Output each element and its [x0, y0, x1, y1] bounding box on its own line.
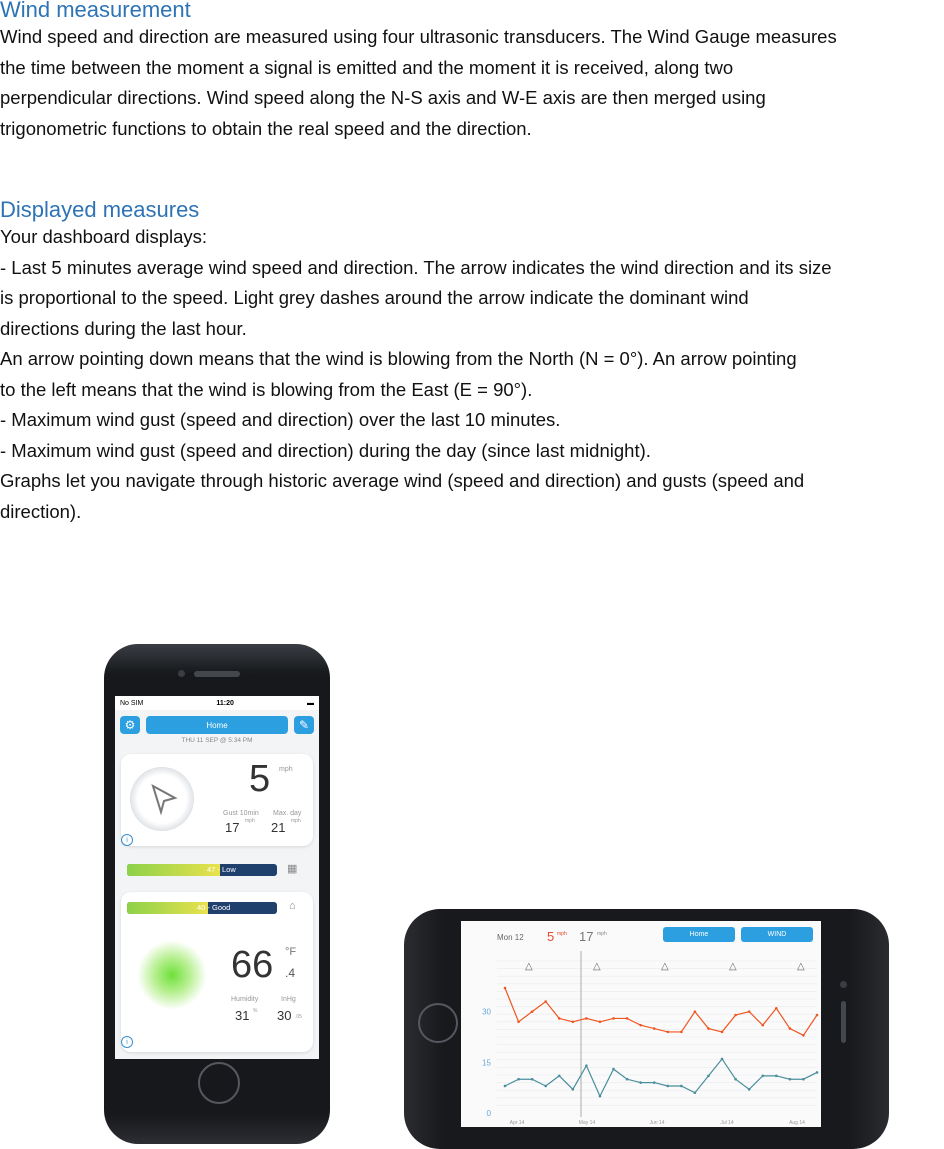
x-tick-label: May 14 [578, 1120, 596, 1126]
indoor-card [121, 892, 313, 1052]
data-point-average [626, 1078, 629, 1081]
data-point-gusts [802, 1034, 805, 1037]
data-point-average [816, 1071, 819, 1074]
gust-label: Gust 10min [223, 810, 259, 817]
data-point-gusts [558, 1017, 561, 1020]
data-point-gusts [721, 1031, 724, 1034]
pressure-value: 30 [277, 1008, 292, 1023]
data-point-average [585, 1064, 588, 1067]
phone-home-button [418, 1003, 458, 1043]
home-button-label: Home [146, 716, 288, 734]
x-tick-label: Apr 14 [509, 1120, 525, 1126]
data-point-average [734, 1078, 737, 1081]
text-line: - Maximum wind gust (speed and direction) over the last 10 minutes. [0, 409, 561, 430]
heading-displayed-measures: Displayed measures [0, 197, 200, 222]
data-point-average [680, 1085, 683, 1088]
home-tab-button: Home [663, 927, 735, 942]
data-point-average [775, 1075, 778, 1078]
text-line: directions during the last hour. [0, 317, 247, 339]
y-tick-label: 0 [486, 1109, 491, 1118]
wind-dial [131, 768, 193, 830]
indoor-air-quality-bar [127, 902, 277, 914]
settings-gear-icon: ⚙ [120, 716, 140, 734]
x-tick-label: Jul 14 [720, 1120, 734, 1126]
maxday-label: Max. day [273, 810, 302, 817]
maxday-unit: mph [291, 818, 301, 824]
data-point-gusts [694, 1010, 697, 1013]
graph-gust-value: 17 [579, 929, 594, 944]
text-line: the time between the moment a signal is emitted and the moment it is received, along two [0, 56, 734, 78]
app-topbar [115, 710, 319, 736]
speaker-grille [841, 1001, 846, 1043]
wind-speed-unit: mph [279, 766, 293, 773]
outdoor-air-quality-label: 47 - Low [207, 865, 236, 874]
data-point-gusts [653, 1027, 656, 1030]
data-point-average [761, 1075, 764, 1078]
date-label: THU 11 SEP @ 5:34 PM [181, 737, 253, 744]
humidity-unit: % [253, 1008, 258, 1014]
camera-icon [178, 670, 185, 677]
speaker-grille [194, 671, 240, 677]
home-icon: ⌂ [289, 900, 296, 912]
data-point-gusts [789, 1027, 792, 1030]
direction-arrow-icon: △ [797, 961, 805, 972]
series-line-gusts [505, 988, 817, 1035]
indoor-air-quality-fill [127, 902, 208, 914]
gust-unit: mph [245, 818, 255, 824]
data-point-average [504, 1085, 507, 1088]
phone-landscape-image [404, 909, 889, 1149]
info-icon: i [121, 834, 133, 846]
data-point-gusts [639, 1024, 642, 1027]
data-point-gusts [531, 1010, 534, 1013]
text-line: Your dashboard displays: [0, 226, 208, 247]
x-tick-label: Jun 14 [649, 1120, 665, 1126]
data-point-average [544, 1085, 547, 1088]
data-point-average [612, 1068, 615, 1071]
outdoor-air-quality-bar [127, 864, 277, 876]
dashboard-screen [115, 696, 319, 1059]
building-icon: ▦ [287, 863, 298, 875]
data-point-average [639, 1081, 642, 1084]
x-tick-label: Aug 14 [789, 1120, 805, 1126]
phone-portrait-image [104, 644, 330, 1144]
text-line: trigonometric functions to obtain the real speed and the direction. [0, 117, 532, 139]
data-point-average [531, 1078, 534, 1081]
gust-value: 17 [225, 820, 240, 835]
data-point-average [721, 1058, 724, 1061]
text-line: to the left means that the wind is blowing from the East (E = 90°). [0, 378, 533, 400]
data-point-average [572, 1088, 575, 1091]
wind-arrow-icon [131, 768, 193, 830]
status-time: 11:20 [216, 699, 234, 707]
data-point-average [599, 1095, 602, 1098]
graph-avg-unit: mph [557, 931, 567, 937]
data-point-gusts [544, 1000, 547, 1003]
data-point-average [694, 1091, 697, 1094]
data-point-gusts [599, 1021, 602, 1024]
data-point-average [707, 1075, 710, 1078]
data-point-gusts [748, 1010, 751, 1013]
data-point-gusts [585, 1017, 588, 1020]
paragraph-wind-measurement [0, 22, 944, 144]
data-point-average [748, 1088, 751, 1091]
data-point-average [558, 1075, 561, 1078]
data-point-gusts [707, 1027, 710, 1030]
wind-graph-screen [461, 921, 821, 1127]
wind-card [121, 754, 313, 846]
camera-icon [840, 981, 847, 988]
temperature-value: 66 [231, 944, 274, 986]
wind-speed-value: 5 [249, 758, 271, 800]
phone-home-button [198, 1062, 240, 1104]
graph-gust-unit: mph [597, 931, 607, 937]
info-icon: i [121, 1036, 133, 1048]
maxday-value: 21 [271, 820, 286, 835]
data-point-average [789, 1078, 792, 1081]
y-tick-label: 15 [482, 1058, 491, 1068]
y-tick-label: 30 [482, 1007, 491, 1017]
data-point-gusts [666, 1031, 669, 1034]
text-line: is proportional to the speed. Light grey dashes around the arrow indicate the dominant wind [0, 287, 749, 308]
humidity-value: 31 [235, 1008, 250, 1023]
pressure-decimal: .05 [295, 1014, 302, 1020]
section-displayed-measures [0, 198, 944, 527]
direction-arrow-icon: △ [661, 961, 669, 972]
data-point-gusts [734, 1014, 737, 1017]
data-point-gusts [775, 1007, 778, 1010]
edit-icon: ✎ [294, 716, 314, 734]
status-bar [115, 696, 319, 710]
data-point-average [653, 1081, 656, 1084]
temperature-unit: °F [285, 946, 297, 958]
text-line: - Last 5 minutes average wind speed and direction. The arrow indicates the wind direction and its size [0, 256, 832, 278]
data-point-gusts [626, 1017, 629, 1020]
text-line: - Maximum wind gust (speed and direction) during the day (since last midnight). [0, 439, 651, 461]
pressure-label: InHg [281, 996, 296, 1003]
temperature-decimal: .4 [285, 966, 296, 980]
heading-wind-measurement: Wind measurement [0, 0, 191, 22]
section-wind-measurement [0, 0, 944, 144]
text-line: Graphs let you navigate through historic average wind (speed and direction) and gusts (speed and [0, 470, 805, 491]
data-point-gusts [816, 1014, 819, 1017]
battery-icon: ▬ [307, 699, 314, 707]
data-point-gusts [612, 1017, 615, 1020]
graph-avg-value: 5 [547, 929, 555, 944]
data-point-average [666, 1085, 669, 1088]
direction-arrow-icon: △ [729, 961, 737, 972]
data-point-average [802, 1078, 805, 1081]
indoor-air-quality-label: 40 - Good [197, 903, 231, 912]
series-line-average [505, 1059, 817, 1096]
data-point-gusts [761, 1024, 764, 1027]
data-point-gusts [504, 987, 507, 990]
data-point-gusts [517, 1021, 520, 1024]
paragraph-displayed-measures [0, 222, 944, 527]
direction-arrow-icon: △ [525, 961, 533, 972]
data-point-gusts [680, 1031, 683, 1034]
text-line: perpendicular directions. Wind speed along the N-S axis and W-E axis are then merged using [0, 87, 766, 108]
text-line: An arrow pointing down means that the wind is blowing from the North (N = 0°). An arrow pointing [0, 348, 797, 369]
text-line: Wind speed and direction are measured using four ultrasonic transducers. The Wind Gauge measures [0, 26, 837, 47]
direction-arrow-icon: △ [593, 961, 601, 972]
text-line: direction). [0, 500, 82, 522]
graph-date: Mon 12 [497, 933, 524, 942]
indoor-glow-indicator [137, 940, 207, 1010]
wind-history-chart [461, 921, 821, 1127]
data-point-gusts [572, 1021, 575, 1024]
data-point-average [517, 1078, 520, 1081]
wind-tab-button: WIND [741, 927, 813, 942]
carrier-label: No SIM [120, 699, 144, 707]
humidity-label: Humidity [231, 996, 259, 1003]
